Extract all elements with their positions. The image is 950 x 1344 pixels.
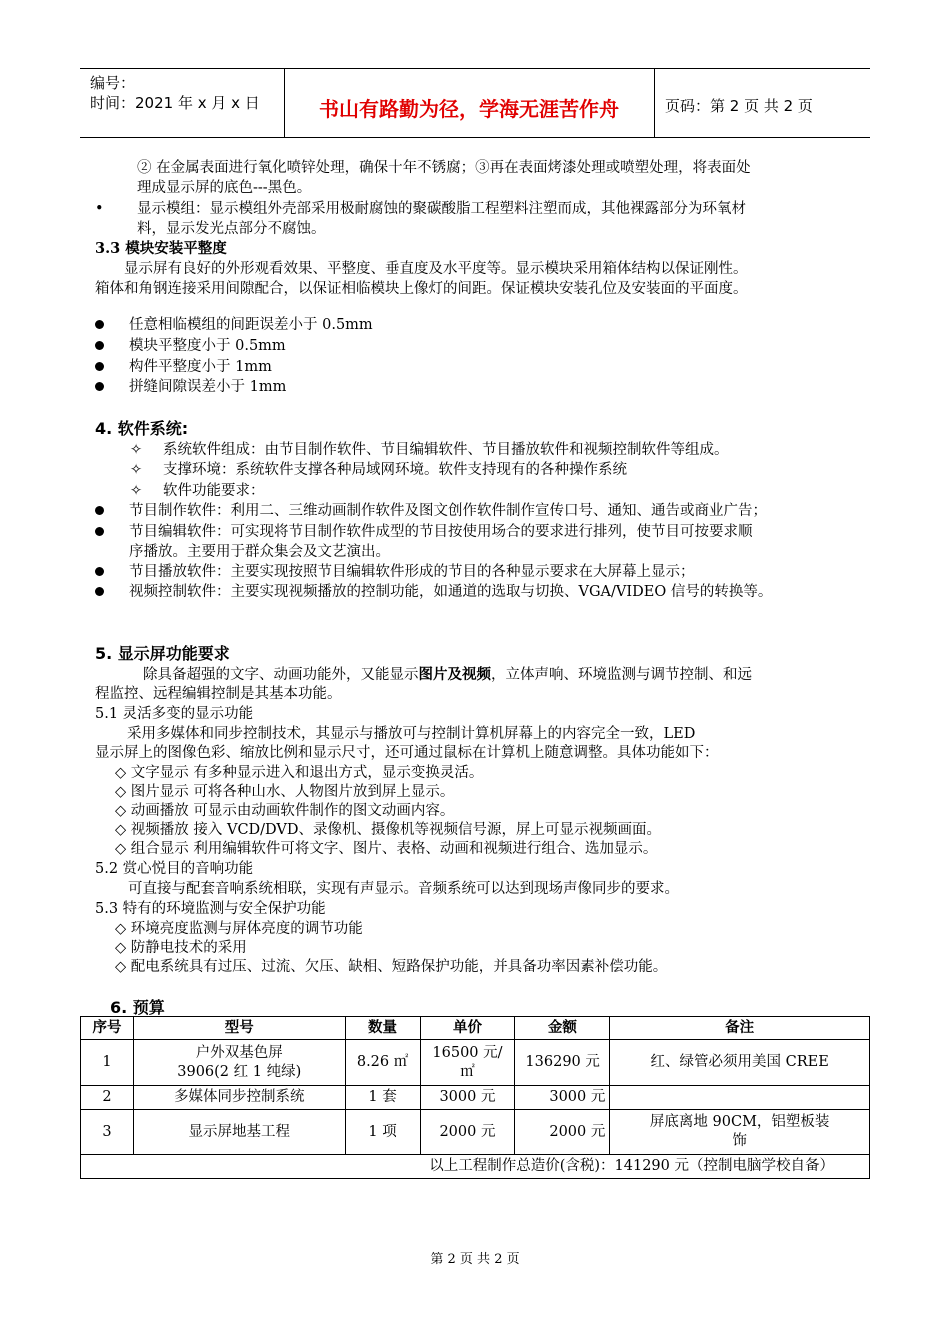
cell-model — [133, 1040, 345, 1086]
list-item — [95, 582, 773, 602]
cell-price: 2000 元 — [420, 1110, 515, 1155]
table-total-row — [81, 1155, 870, 1179]
table-header-row — [81, 1017, 870, 1040]
column-header: 序号 — [81, 1017, 134, 1040]
subsection-heading: 5.1 灵活多变的显示功能 — [95, 706, 254, 722]
feature-item: ◇ 配电系统具有过压、过流、欠压、缺相、短路保护功能，并具备功率因素补偿功能。 — [115, 959, 668, 975]
cell-qty: 1 项 — [345, 1110, 420, 1155]
cell-no: 3 — [81, 1110, 134, 1155]
header-page-number: 页码：第 2 页 共 2 页 — [665, 97, 813, 115]
bullet-dot-icon — [95, 382, 104, 391]
cell-note-line: 屏底离地 90CM，铝塑板装 — [649, 1114, 830, 1130]
paragraph-line: 可直接与配套音响系统相联，实现有声显示。音频系统可以达到现场声像同步的要求。 — [128, 881, 679, 897]
cell-price: 3000 元 — [420, 1086, 515, 1110]
diamond-item-text: 系统软件组成：由节目制作软件、节目编辑软件、节目播放软件和视频控制软件等组成。 — [163, 442, 729, 458]
cell-amount: 2000 元 — [515, 1110, 610, 1155]
feature-item: ◇ 文字显示 有多种显示进入和退出方式，显示变换灵活。 — [115, 765, 484, 781]
cell-qty: 1 套 — [345, 1086, 420, 1110]
feature-item: ◇ 防静电技术的采用 — [115, 940, 247, 956]
paragraph-line: 采用多媒体和同步控制技术，其显示与播放可与控制计算机屏幕上的内容完全一致，LED — [127, 726, 696, 742]
bullet-dot-icon — [95, 506, 104, 515]
paragraph-line: ② 在金属表面进行氧化喷锌处理，确保十年不锈腐；③再在表面烤漆处理或喷塑处理，将表面处 — [137, 160, 751, 176]
bullet-dot-icon — [95, 567, 104, 576]
list-item-text: 节目播放软件：主要实现按照节目编辑软件形成的节目的各种显示要求在大屏幕上显示； — [129, 564, 695, 580]
cell-note — [610, 1110, 870, 1155]
paragraph-line: 序播放。主要用于群众集会及文艺演出。 — [129, 544, 390, 560]
list-item — [95, 501, 767, 521]
bullet-dot-icon — [95, 341, 104, 350]
header-number: 编号： — [90, 74, 136, 92]
header-date: 时间：2021 年 x 月 x 日 — [90, 94, 260, 112]
feature-item: ◇ 组合显示 利用编辑软件可将文字、图片、表格、动画和视频进行组合、选加显示。 — [115, 841, 658, 857]
list-item — [95, 336, 286, 356]
feature-item: ◇ 动画播放 可显示由动画软件制作的图文动画内容。 — [115, 803, 455, 819]
column-header: 数量 — [345, 1017, 420, 1040]
paragraph-line: 显示屏有良好的外形观看效果、平整度、垂直度及水平度等。显示模块采用箱体结构以保证刚性。 — [124, 261, 748, 277]
list-item — [95, 377, 287, 397]
paragraph-line: 显示屏上的图像色彩、缩放比例和显示尺寸，还可通过鼠标在计算机上随意调整。具体功能如下： — [95, 745, 719, 761]
paragraph-line: 料，显示发光点部分不腐蚀。 — [137, 221, 326, 237]
diamond-item-text: 软件功能要求： — [163, 483, 265, 499]
list-item — [95, 315, 373, 335]
cell-note-line: 饰 — [732, 1133, 747, 1149]
paragraph-line: 理成显示屏的底色---黑色。 — [137, 180, 312, 196]
text-span: 除具备超强的文字、动画功能外，又能显示 — [143, 667, 419, 683]
table-row — [81, 1110, 870, 1155]
list-item-text: 拼缝间隙误差小于 1mm — [129, 379, 287, 395]
table-row — [81, 1040, 870, 1086]
column-header: 型号 — [133, 1017, 345, 1040]
cell-amount: 3000 元 — [515, 1086, 610, 1110]
diamond-item — [130, 440, 729, 460]
column-header: 金额 — [515, 1017, 610, 1040]
text-span: ，立体声响、环境监测与调节控制、和远 — [491, 667, 752, 683]
bullet-dot-icon — [95, 320, 104, 329]
subsection-heading: 5.3 特有的环境监测与安全保护功能 — [95, 901, 326, 917]
paragraph-line: 显示模组：显示模组外壳部采用极耐腐蚀的聚碳酸脂工程塑料注塑而成，其他裸露部分为环氧材 — [137, 201, 746, 217]
cell-note — [610, 1086, 870, 1110]
page-header — [80, 68, 870, 138]
cell-no: 1 — [81, 1040, 134, 1086]
bullet-marker: • — [95, 201, 104, 217]
list-item — [95, 357, 272, 377]
page-footer: 第 2 页 共 2 页 — [430, 1252, 520, 1267]
column-header: 单价 — [420, 1017, 515, 1040]
bullet-dot-icon — [95, 587, 104, 596]
diamond-icon: ✧ — [130, 462, 143, 478]
paragraph-line: 程监控、远程编辑控制是其基本功能。 — [95, 686, 342, 702]
feature-item: ◇ 视频播放 接入 VCD/DVD、录像机、摄像机等视频信号源，屏上可显示视频画面。 — [115, 822, 662, 838]
feature-item: ◇ 图片显示 可将各种山水、人物图片放到屏上显示。 — [115, 784, 455, 800]
list-item — [95, 562, 695, 582]
bullet-dot-icon — [95, 527, 104, 536]
section-heading: 4. 软件系统: — [95, 419, 189, 438]
table-row — [81, 1086, 870, 1110]
column-header: 备注 — [610, 1017, 870, 1040]
list-item-text: 模块平整度小于 0.5mm — [129, 338, 286, 354]
header-divider — [654, 69, 655, 137]
cell-model-line: 户外双基色屏 — [195, 1044, 283, 1061]
diamond-icon: ✧ — [130, 442, 143, 458]
list-item-text: 视频控制软件：主要实现视频播放的控制功能，如通道的选取与切换、VGA/VIDEO 信号的转换等。 — [129, 584, 773, 600]
list-item-text: 构件平整度小于 1mm — [129, 359, 272, 375]
cell-model: 多媒体同步控制系统 — [133, 1086, 345, 1110]
feature-item: ◇ 环境亮度监测与屏体亮度的调节功能 — [115, 921, 363, 937]
list-item-text: 节目编辑软件：可实现将节目制作软件成型的节目按使用场合的要求进行排列，使节目可按要求顺 — [129, 524, 753, 540]
diamond-item — [130, 481, 265, 501]
paragraph-line — [143, 665, 752, 685]
cell-price: 16500 元/ ㎡ — [420, 1040, 515, 1086]
diamond-item-text: 支撑环境：系统软件支撑各种局域网环境。软件支持现有的各种操作系统 — [163, 462, 627, 478]
cell-no: 2 — [81, 1086, 134, 1110]
section-heading: 6. 预算 — [110, 998, 165, 1017]
text-span-bold: 图片及视频 — [418, 667, 491, 683]
paragraph-line: 箱体和角钢连接采用间隙配合，以保证相临模块上像灯的间距。保证模块安装孔位及安装面的平面度。 — [95, 281, 748, 297]
cell-model-line: 3906(2 红 1 纯绿) — [177, 1063, 302, 1080]
header-meta — [90, 73, 260, 113]
diamond-icon: ✧ — [130, 483, 143, 499]
list-item-text: 节目制作软件：利用二、三维动画制作软件及图文创作软件制作宣传口号、通知、通告或商业广告； — [129, 503, 767, 519]
cell-note: 红、绿管必须用美国 CREE — [610, 1040, 870, 1086]
cell-qty: 8.26 ㎡ — [345, 1040, 420, 1086]
diamond-item — [130, 460, 627, 480]
cell-model: 显示屏地基工程 — [133, 1110, 345, 1155]
budget-table — [80, 1016, 870, 1179]
cell-amount: 136290 元 — [515, 1040, 610, 1086]
bullet-dot-icon — [95, 362, 104, 371]
list-item-text: 任意相临模组的间距误差小于 0.5mm — [129, 317, 373, 333]
header-motto: 书山有路勤为径，学海无涯苦作舟 — [319, 97, 619, 121]
cell-total: 以上工程制作总造价(含税)：141290 元（控制电脑学校自备） — [81, 1155, 870, 1179]
section-heading: 3.3 模块安装平整度 — [95, 240, 227, 257]
section-heading: 5. 显示屏功能要求 — [95, 644, 230, 663]
list-item — [95, 522, 753, 542]
subsection-heading: 5.2 赏心悦目的音响功能 — [95, 861, 254, 877]
